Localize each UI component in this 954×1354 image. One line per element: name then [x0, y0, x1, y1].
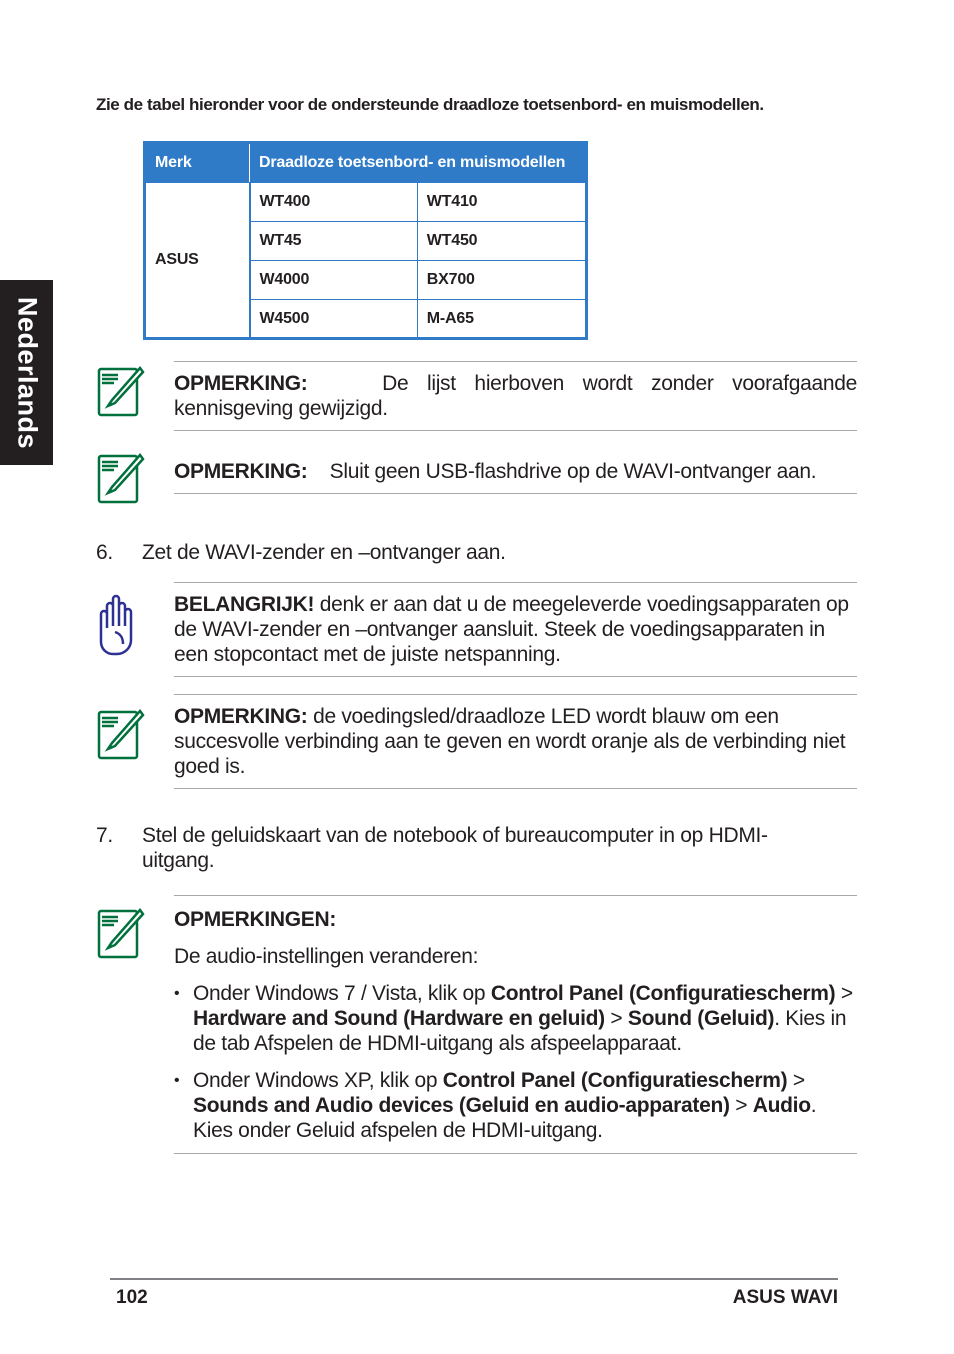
note-text: denk er aan dat u de meegeleverde voedingsapparaten op de WAVI-zender en –ontvanger aansluit. Steek de voedingsapparaten in een stopcontact met de juiste netspanning. [174, 593, 849, 666]
step-text: Zet de WAVI-zender en –ontvanger aan. [142, 541, 506, 564]
brand-cell: ASUS [145, 183, 250, 339]
note-label: OPMERKING: [174, 460, 308, 483]
text: > [787, 1069, 805, 1092]
text: . Kies onder Geluid afspelen de HDMI-uitgang. [193, 1094, 817, 1142]
note-text: De lijst hierboven wordt zonder voorafgaande kennisgeving gewijzigd. [174, 372, 857, 420]
note-pencil-icon [96, 365, 146, 419]
intro-text: Zie de tabel hieronder voor de ondersteunde draadloze toetsenbord- en muismodellen. [96, 95, 764, 114]
note-2 [174, 450, 857, 494]
product-name: ASUS WAVI [732, 1287, 838, 1308]
model-cell: W4500 [250, 300, 418, 339]
language-tab [0, 280, 53, 465]
note-text: Sluit geen USB-flashdrive op de WAVI-ontvanger aan. [329, 460, 817, 483]
note-3 [174, 694, 857, 789]
text: > [729, 1094, 753, 1117]
text: Onder Windows XP, klik op [193, 1069, 443, 1092]
note-1 [174, 361, 857, 431]
page-number: 102 [116, 1287, 148, 1308]
language-label: Nederlands [12, 296, 42, 449]
model-cell: W4000 [250, 261, 418, 300]
step-text: Stel de geluidskaart van de notebook of bureaucomputer in op HDMI-uitgang. [142, 824, 768, 872]
bullet-item [174, 981, 857, 1056]
model-cell: BX700 [417, 261, 586, 300]
header-brand: Merk [145, 143, 250, 183]
menu-path: Sounds and Audio devices (Geluid en audio-apparaten) [193, 1094, 730, 1117]
step-number: 7. [96, 824, 113, 847]
note-intro: De audio-instellingen veranderen: [174, 945, 479, 968]
important-note [174, 582, 857, 677]
hand-warning-icon [95, 594, 139, 656]
menu-path: Sound (Geluid) [627, 1007, 775, 1030]
model-cell: WT45 [250, 222, 418, 261]
model-cell: WT450 [417, 222, 586, 261]
text: Onder Windows 7 / Vista, klik op [193, 982, 491, 1005]
note-4 [174, 895, 857, 1154]
text: . Kies in de tab Afspelen de HDMI-uitgang als afspeelapparaat. [193, 1007, 847, 1055]
text: > [835, 982, 853, 1005]
model-cell: WT410 [417, 183, 586, 222]
menu-path: Audio [752, 1094, 811, 1117]
note-pencil-icon [96, 452, 146, 506]
note-label: OPMERKING: [174, 372, 308, 395]
models-table [143, 141, 588, 340]
step-number: 6. [96, 541, 113, 564]
menu-path: Hardware and Sound (Hardware en geluid) [193, 1007, 605, 1030]
text: > [604, 1007, 628, 1030]
footer-divider [110, 1278, 838, 1280]
step-6 [96, 540, 836, 565]
menu-path: Control Panel (Configuratiescherm) [490, 982, 836, 1005]
menu-path: Control Panel (Configuratiescherm) [442, 1069, 788, 1092]
note-label: OPMERKING: [174, 705, 308, 728]
step-7 [96, 823, 836, 873]
header-models: Draadloze toetsenbord- en muismodellen [250, 143, 587, 183]
note-label: BELANGRIJK! [174, 593, 315, 616]
note-label: OPMERKINGEN: [174, 908, 337, 931]
bullet-item [174, 1068, 857, 1143]
model-cell: WT400 [250, 183, 418, 222]
note-pencil-icon [96, 708, 146, 762]
model-cell: M-A65 [417, 300, 586, 339]
note-text: de voedingsled/draadloze LED wordt blauw om een succesvolle verbinding aan te geven en wordt oranje als de verbinding niet goed is. [174, 705, 846, 778]
note-pencil-icon [96, 907, 146, 961]
